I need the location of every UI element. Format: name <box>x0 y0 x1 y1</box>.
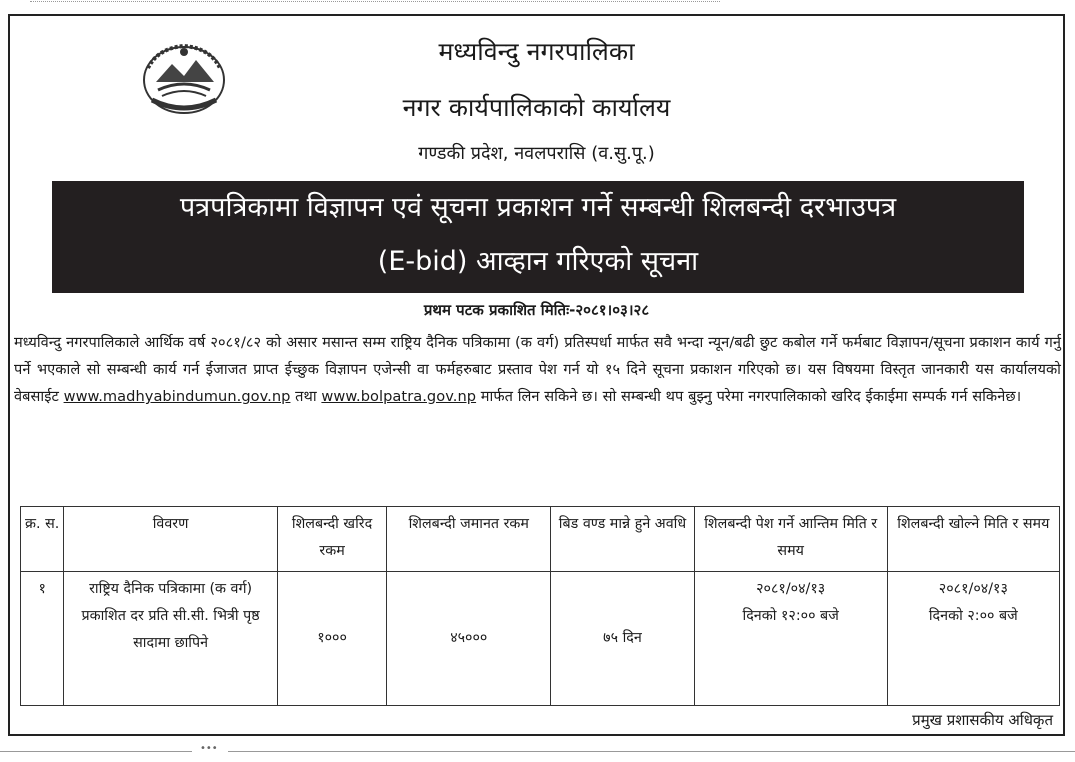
body-text-3: मार्फत लिन सकिने छ। सो सम्बन्धी थप बुझ्नु परेमा नगरपालिकाको खरिद ईकाईमा सम्पर्क गर्न सकिनेछ। <box>480 388 1022 405</box>
opening-date: २०८१/०४/१३ <box>938 581 1008 597</box>
submission-date: २०८१/०४/१३ <box>756 581 826 597</box>
cell-purchase-amount: १००० <box>277 572 386 706</box>
footer-separator <box>0 743 1075 757</box>
cell-opening <box>887 572 1059 706</box>
table-header-row <box>21 507 1060 572</box>
cell-validity: ७५ दिन <box>551 572 694 706</box>
website-link-madhyabindu[interactable]: www.madhyabindumun.gov.np <box>63 388 291 405</box>
notice-banner <box>52 181 1024 293</box>
submission-time: दिनको १२:०० बजे <box>742 608 839 624</box>
signatory: प्रमुख प्रशासकीय अधिकृत <box>912 711 1053 729</box>
cell-description: राष्ट्रिय दैनिक पत्रिकामा (क वर्ग) प्रकाशित दर प्रति सी.सी. भित्री पृष्ठ सादामा छापिने <box>64 572 278 706</box>
table-row <box>21 572 1060 706</box>
top-cutoff-line <box>0 0 1075 6</box>
notice-body <box>10 329 1065 410</box>
footer-dots: ••• <box>200 743 218 754</box>
cell-bid-security: ४५००० <box>387 572 551 706</box>
notice-frame <box>8 14 1065 736</box>
col-header-submission: शिलबन्दी पेश गर्ने आन्तिम मिति र समय <box>694 507 887 572</box>
banner-line-2: (E-bid) आव्हान गरिएको सूचना <box>377 246 699 277</box>
col-header-bid-security: शिलबन्दी जमानत रकम <box>387 507 551 572</box>
publish-date: प्रथम पटक प्रकाशित मितिः-२०८१।०३।२८ <box>423 301 650 319</box>
tender-table <box>20 506 1060 706</box>
municipality-title: मध्यविन्दु नगरपालिका <box>438 37 635 66</box>
cell-submission <box>694 572 887 706</box>
banner-line-1: पत्रपत्रिकामा विज्ञापन एवं सूचना प्रकाशन गर्ने सम्बन्धी शिलबन्दी दरभाउपत्र <box>179 192 897 223</box>
col-header-description: विवरण <box>64 507 278 572</box>
col-header-opening: शिलबन्दी खोल्ने मिति र समय <box>887 507 1059 572</box>
cell-sn: १ <box>21 572 64 706</box>
footer-line-right <box>228 751 1075 752</box>
footer-line-left <box>0 751 192 752</box>
body-text-1: मध्यविन्दु नगरपालिकाले आर्थिक वर्ष २०८१/८२ को असार मसान्त सम्म राष्ट्रिय दैनिक पत्रिकामा (क वर्ग) प्रतिस्पर्धा मार्फत सवै भन्दा न्यून/बढी छुट कबोल गर्ने फर्मबाट विज्ञापन/सूचना प्रकाशन कार्य गर्नु पर्ने भएकाले सो सम्बन्धी कार्य गर्न ईजाजत प्राप्त ईच्छुक विज्ञापन एजेन्सी वा फर्महरुबाट प्रस्ताव पेश गर्न यो १५ दिने सूचना प्रकाशन गरिएको छ। यस विषयमा विस्तृत जानकारी यस कार्यालयको वेबसाईट <box>14 334 1061 405</box>
col-header-sn: क्र. स. <box>21 507 64 572</box>
col-header-validity: बिड वण्ड मान्ने हुने अवधि <box>551 507 694 572</box>
opening-time: दिनको २:०० बजे <box>928 608 1018 624</box>
col-header-purchase-amount: शिलबन्दी खरिद रकम <box>277 507 386 572</box>
office-title: नगर कार्यपालिकाको कार्यालय <box>402 93 671 122</box>
location-line: गण्डकी प्रदेश, नवलपरासि (व.सु.पू.) <box>418 143 655 164</box>
body-text-2: तथा <box>295 388 317 405</box>
website-link-bolpatra[interactable]: www.bolpatra.gov.np <box>321 388 477 405</box>
